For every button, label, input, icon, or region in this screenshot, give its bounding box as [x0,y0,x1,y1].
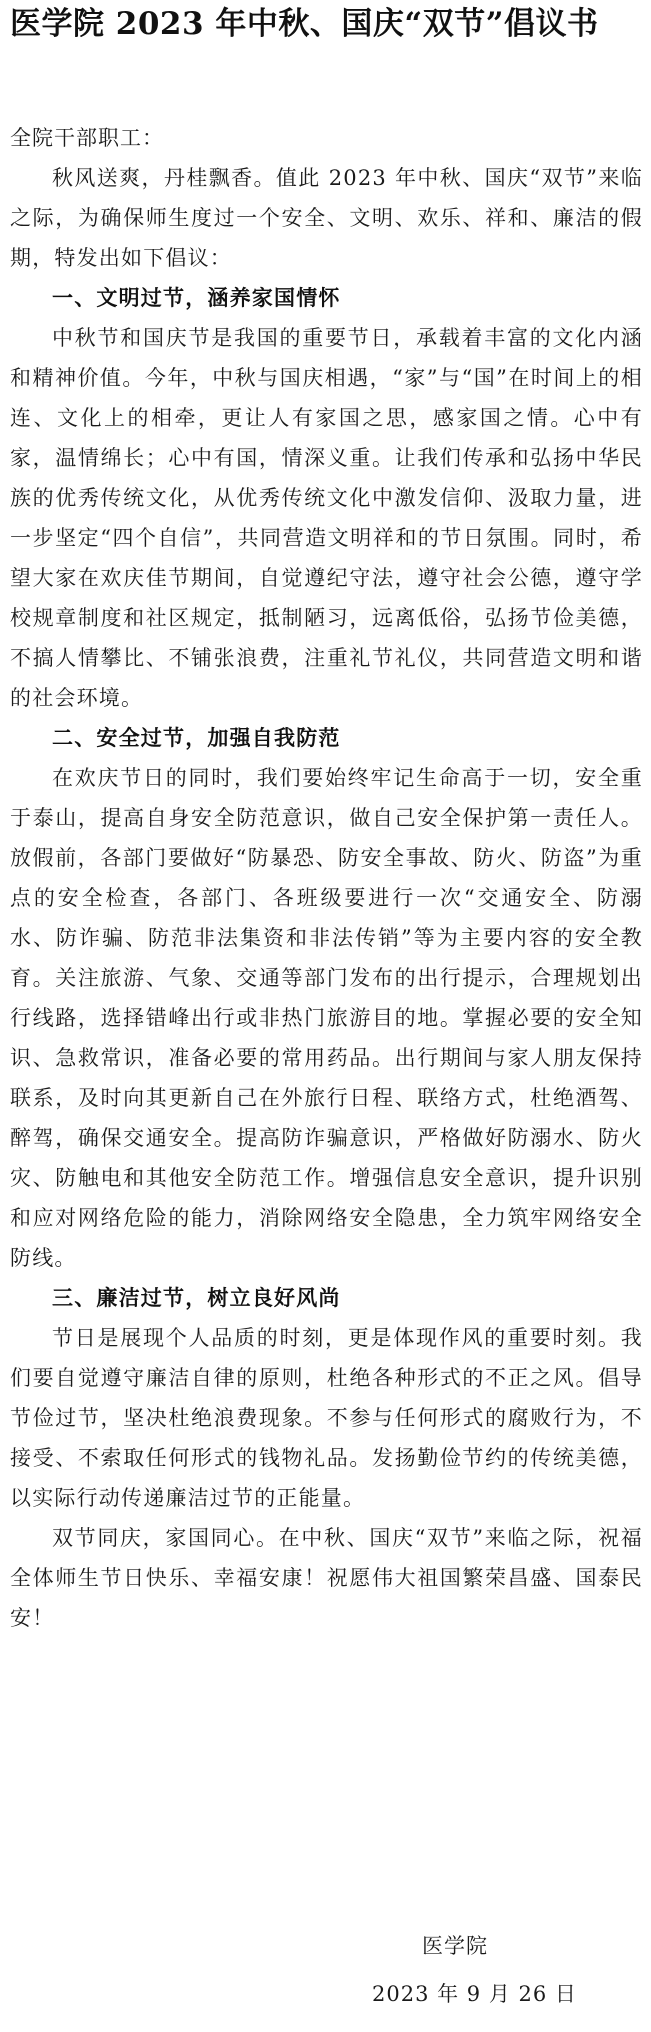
section-paragraph-safety: 在欢庆节日的同时，我们要始终牢记生命高于一切，安全重于泰山，提高自身安全防范意识，做自己安全保护第一责任人。放假前，各部门要做好“防暴恐、防安全事故、防火、防盗”为重点的安全检查，各部门、各班级要进行一次“交通安全、防溺水、防诈骗、防范非法集资和非法传销”等为主要内容的安全教育。关注旅游、气象、交通等部门发布的出行提示，合理规划出行线路，选择错峰出行或非热门旅游目的地。掌握必要的安全知识、急救常识，准备必要的常用药品。出行期间与家人朋友保持联系，及时向其更新自己在外旅行日程、联络方式，杜绝酒驾、醉驾，确保交通安全。提高防诈骗意识，严格做好防溺水、防火灾、防触电和其他安全防范工作。增强信息安全意识，提升识别和应对网络危险的能力，消除网络安全隐患，全力筑牢网络安全防线。 [10,766,643,1270]
section-heading-civilized: 一、文明过节，涵养家国情怀 [52,285,341,310]
document-title: 医学院 2023 年中秋、国庆“双节”倡议书 [10,6,599,42]
salutation: 全院干部职工： [10,126,164,150]
section-heading-safety: 二、安全过节，加强自我防范 [52,725,341,750]
section-paragraph-civilized: 中秋节和国庆节是我国的重要节日，承载着丰富的文化内涵和精神价值。今年，中秋与国庆相遇，“家”与“国”在时间上的相连、文化上的相牵，更让人有家国之思，感家国之情。心中有家，温情绵长；心中有国，情深义重。让我们传承和弘扬中华民族的优秀传统文化，从优秀传统文化中激发信仰、汲取力量，进一步坚定“四个自信”，共同营造文明祥和的节日氛围。同时，希望大家在欢庆佳节期间，自觉遵纪守法，遵守社会公德，遵守学校规章制度和社区规定，抵制陋习，远离低俗，弘扬节俭美德，不搞人情攀比、不铺张浪费，注重礼节礼仪，共同营造文明和谐的社会环境。 [10,326,643,710]
section-paragraph-integrity: 节日是展现个人品质的时刻，更是体现作风的重要时刻。我们要自觉遵守廉洁自律的原则，杜绝各种形式的不正之风。倡导节俭过节，坚决杜绝浪费现象。不参与任何形式的腐败行为，不接受、不索取任何形式的钱物礼品。发扬勤俭节约的传统美德，以实际行动传递廉洁过节的正能量。 [10,1326,643,1510]
signature-date-text: 2023 年 9 月 26 日 [372,1982,577,2006]
section-heading-integrity: 三、廉洁过节，树立良好风尚 [52,1285,341,1310]
signature-org-text: 医学院 [422,1934,488,1958]
intro-paragraph: 秋风送爽，丹桂飘香。值此 2023 年中秋、国庆“双节”来临之际，为确保师生度过一个安全、文明、欢乐、祥和、廉洁的假期，特发出如下倡议： [10,166,643,270]
closing-paragraph: 双节同庆，家国同心。在中秋、国庆“双节”来临之际，祝福全体师生节日快乐、幸福安康！祝愿伟大祖国繁荣昌盛、国泰民安！ [10,1526,643,1630]
